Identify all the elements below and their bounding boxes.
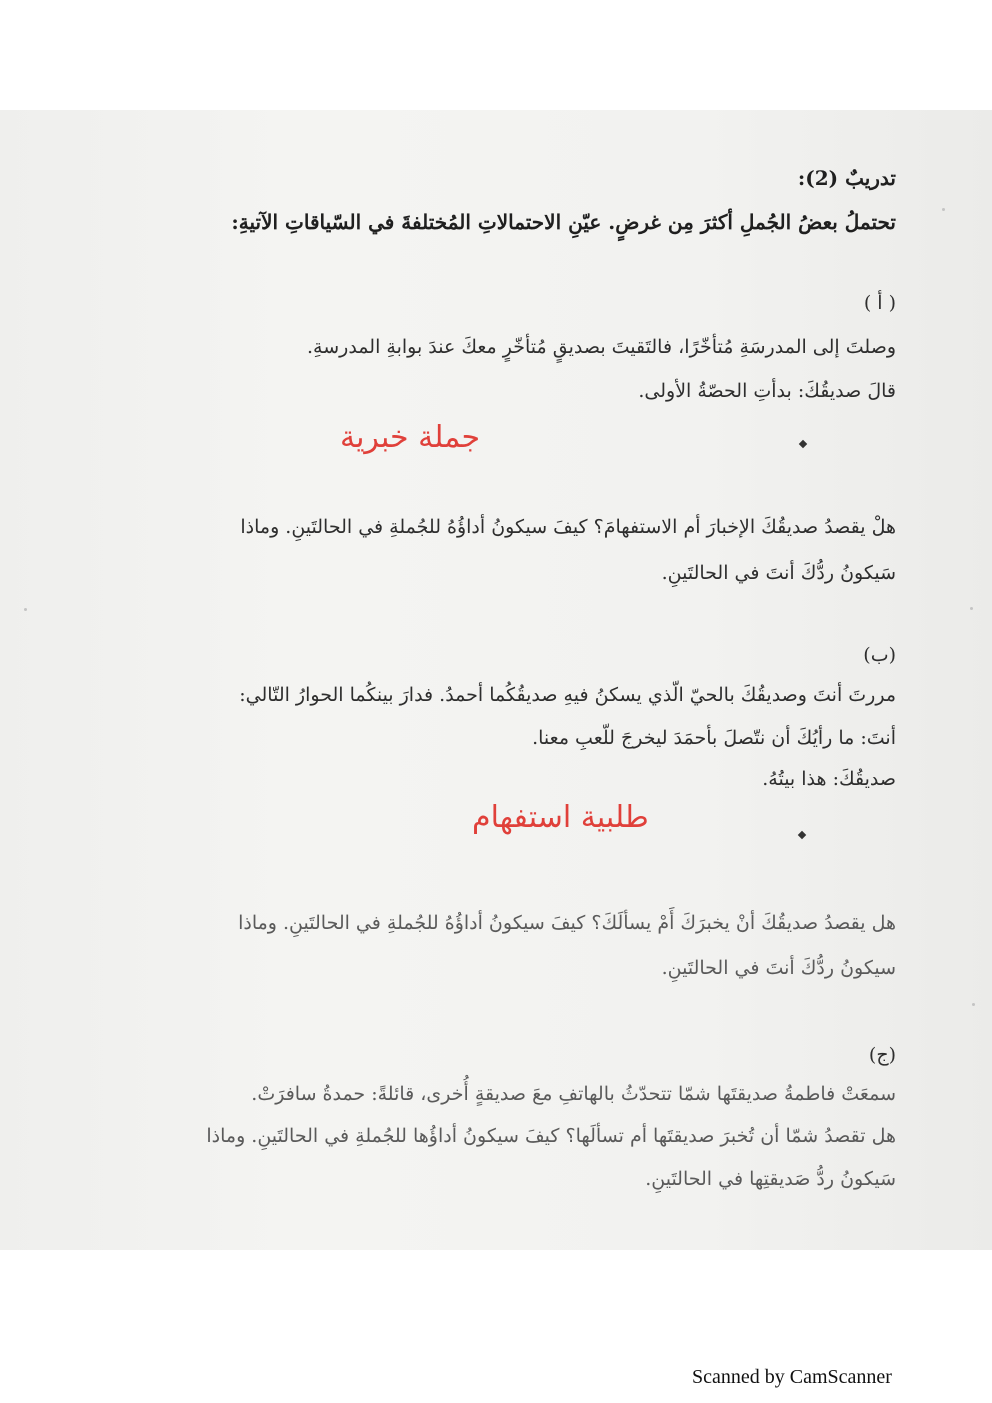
section-b-question-2: سيكونُ ردُّكَ أنتَ في الحالتَينِ. — [661, 957, 896, 979]
exercise-title: تدريبٌ (2): — [797, 166, 896, 190]
section-a-annotation: جملة خبرية — [340, 420, 481, 455]
section-b-line-3: صديقُكَ: هذا بيتُهُ. — [762, 768, 896, 790]
section-a-line-1: وصلتَ إلى المدرسَةِ مُتأخّرًا، فالتَقيتَ بصديقٍ مُتأخّرٍ معكَ عندَ بوابةِ المدرسةِ. — [307, 336, 896, 358]
section-b-line-2: أنتَ: ما رأيُكَ أن نتّصلَ بأحمَدَ ليخرجَ للّعبِ معنا. — [532, 727, 896, 749]
section-c-question-1: هل تقصدُ شمّا أن تُخبرَ صديقتَها أم تسألَها؟ كيفَ سيكونُ أداؤُها للجُملةِ في الحالتَينِ. وماذا — [206, 1125, 896, 1147]
section-b-annotation: طلبية استفهام — [472, 800, 649, 835]
scan-speck — [24, 608, 27, 611]
scanned-page — [0, 110, 992, 1250]
scan-speck — [972, 1003, 975, 1006]
section-c-question-2: سَيكونُ ردُّ صَديقتِها في الحالتَينِ. — [645, 1168, 896, 1190]
scan-speck — [942, 208, 945, 211]
section-c-label: (ج) — [868, 1044, 896, 1066]
section-b-line-1: مررتَ أنتَ وصديقُكَ بالحيّ الّذي يسكنُ فيهِ صديقُكُما أحمدُ. فدارَ بينكُما الحوارُ التّالي: — [239, 684, 896, 706]
section-a-label: ( أ ) — [863, 292, 896, 314]
section-b-label: (ب) — [863, 644, 896, 666]
section-c-line-1: سمعَتْ فاطمةُ صديقتَها شمّا تتحدّثُ بالهاتفِ معَ صديقةٍ أُخرى، قائلةً: حمدةُ سافرَتْ. — [251, 1083, 896, 1105]
section-a-line-2: قالَ صديقُكَ: بدأتِ الحصّةُ الأولى. — [638, 380, 896, 402]
exercise-instruction: تحتملُ بعضُ الجُملِ أكثرَ مِن غرضٍ. عيّنِ الاحتمالاتِ المُختلفةَ في السّياقاتِ الآتيةِ: — [231, 210, 896, 234]
section-a-question-2: سَيكونُ ردُّكَ أنتَ في الحالتَينِ. — [661, 562, 896, 584]
camscanner-watermark: Scanned by CamScanner — [692, 1366, 892, 1388]
section-a-question-1: هلْ يقصدُ صديقُكَ الإخبارَ أم الاستفهامَ؟ كيفَ سيكونُ أداؤُهُ للجُملةِ في الحالتَينِ. وماذا — [240, 516, 896, 538]
section-b-question-1: هل يقصدُ صديقُكَ أنْ يخبرَكَ أَمْ يسألَكَ؟ كيفَ سيكونُ أداؤُهُ للجُملةِ في الحالتَينِ. وماذا — [238, 912, 896, 934]
scan-speck — [970, 607, 973, 610]
